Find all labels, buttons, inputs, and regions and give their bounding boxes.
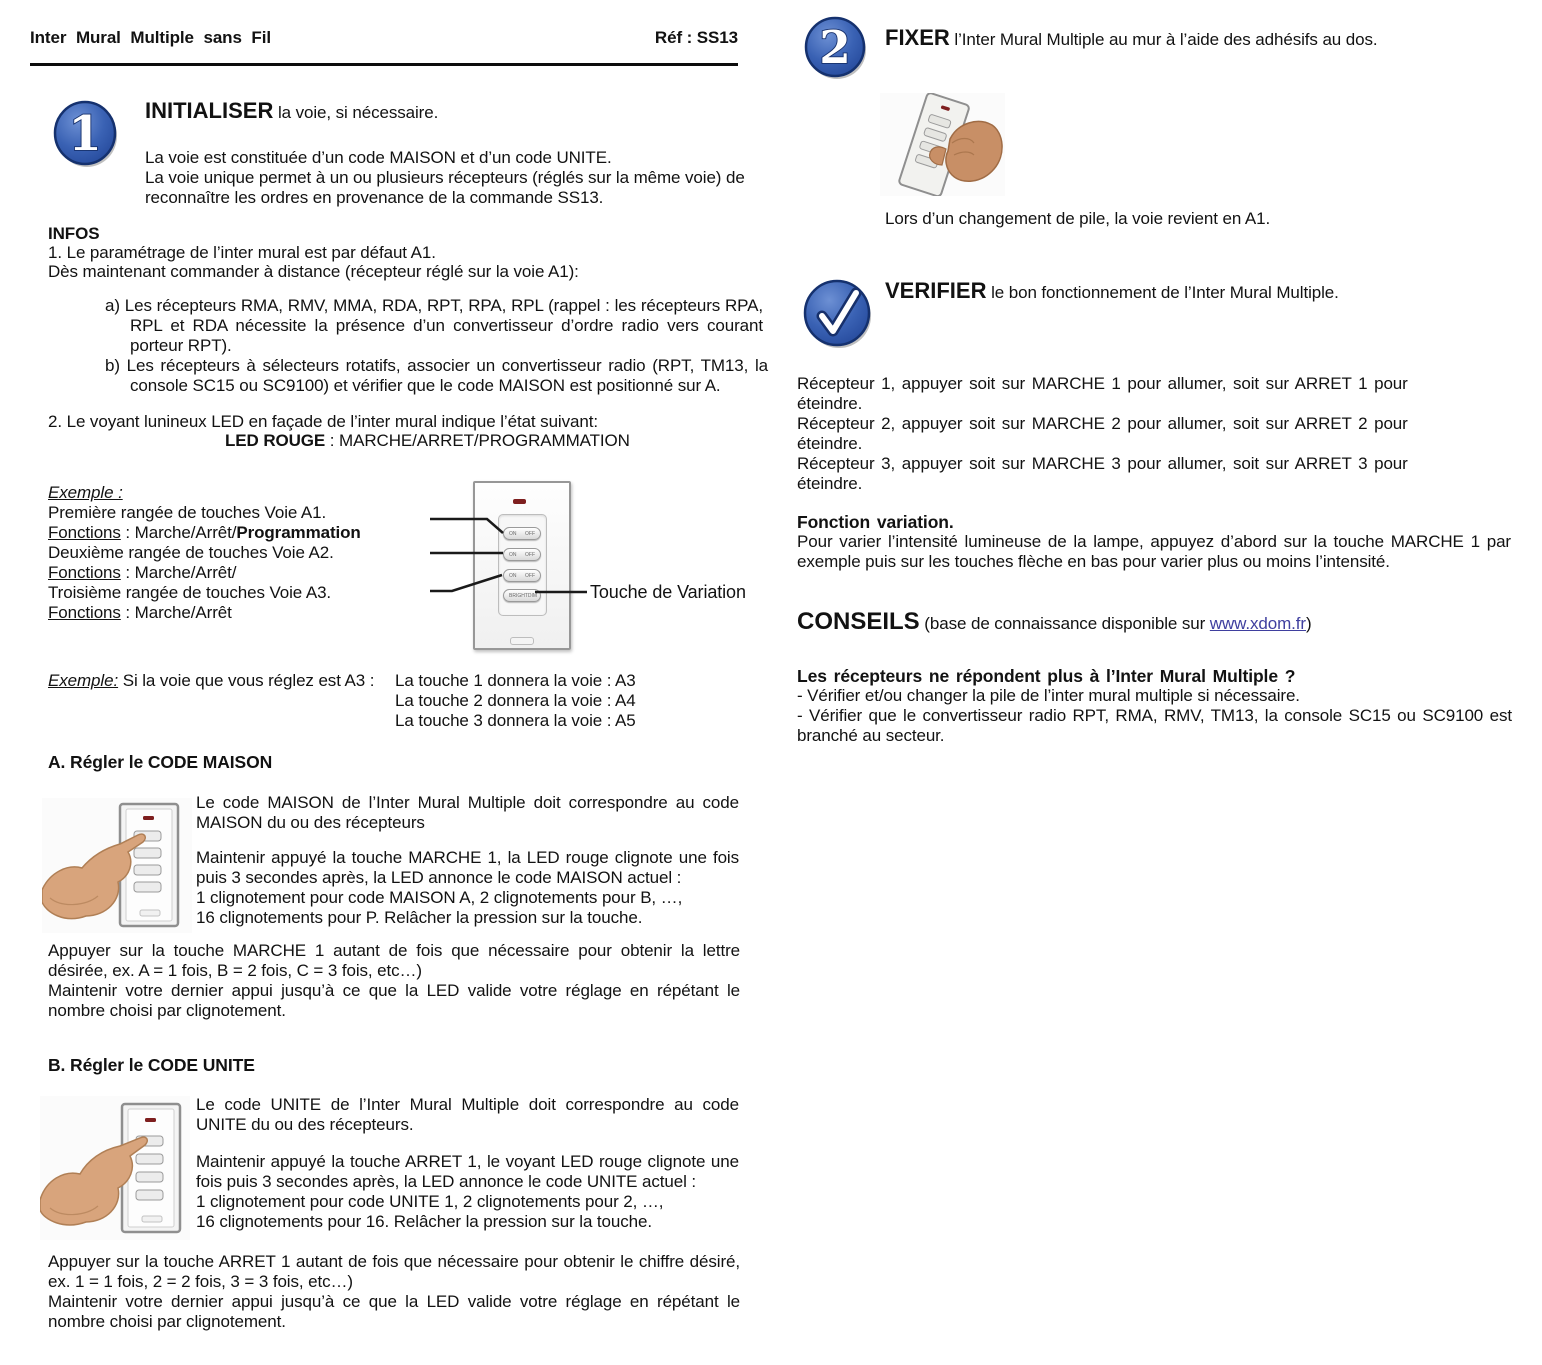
conseils-question: Les récepteurs ne répondent plus à l’Inter Mural Multiple ? bbox=[797, 666, 1296, 686]
section-b-para-1: Le code UNITE de l’Inter Mural Multiple doit correspondre au code UNITE du ou des récepteurs. bbox=[196, 1095, 739, 1134]
on-off-button-1[interactable]: ON OFF bbox=[503, 527, 541, 540]
conseils-tip-1: - Vérifier et/ou changer la pile de l’inter mural multiple si nécessaire. bbox=[797, 686, 1300, 705]
ref-label: Réf : SS13 bbox=[654, 28, 738, 47]
pile-note: Lors d’un changement de pile, la voie revient en A1. bbox=[885, 209, 1271, 228]
step-2-heading bbox=[885, 25, 1525, 50]
section-a-para-1: Le code MAISON de l’Inter Mural Multiple doit correspondre au code MAISON du ou des récepteurs bbox=[196, 793, 739, 832]
led-rouge-label: LED ROUGE bbox=[225, 431, 326, 450]
recepteur-2-line: Récepteur 2, appuyer soit sur MARCHE 2 pour allumer, soit sur ARRET 2 pour éteindre. bbox=[797, 414, 1408, 453]
xdom-link[interactable]: www.xdom.fr bbox=[1209, 614, 1306, 633]
exemple-1-row: Fonctions : Marche/Arrêt bbox=[48, 603, 232, 622]
exemple-2-block bbox=[48, 671, 740, 731]
step-2-badge bbox=[804, 15, 868, 81]
conseils-subtitle-pre: (base de connaissance disponible sur bbox=[919, 614, 1210, 633]
page-title: Inter Mural Multiple sans Fil bbox=[30, 28, 271, 47]
step-1-subtitle: la voie, si nécessaire. bbox=[277, 103, 439, 122]
step-2-subtitle: l’Inter Mural Multiple au mur à l’aide des adhésifs au dos. bbox=[954, 30, 1378, 49]
connector-lines bbox=[415, 475, 745, 655]
conseils-line bbox=[797, 608, 1312, 635]
conseils-title: CONSEILS bbox=[797, 608, 920, 635]
step-3-heading bbox=[885, 278, 1525, 303]
exemple-1-title: Exemple : bbox=[48, 483, 123, 502]
on-off-button-3[interactable]: ON OFF bbox=[503, 569, 541, 582]
recepteur-1-line: Récepteur 1, appuyer soit sur MARCHE 1 pour allumer, soit sur ARRET 1 pour éteindre. bbox=[797, 374, 1408, 413]
step-2-badge-icon bbox=[804, 15, 868, 81]
fonction-variation-heading: Fonction variation. bbox=[797, 512, 954, 532]
infos-label: INFOS bbox=[48, 224, 100, 243]
exemple-1-row: Fonctions : Marche/Arrêt/ bbox=[48, 563, 237, 582]
infos-line-1: 1. Le paramétrage de l’inter mural est par défaut A1. bbox=[48, 243, 436, 262]
step-1-badge bbox=[53, 100, 119, 169]
recepteur-3-line: Récepteur 3, appuyer soit sur MARCHE 3 pour allumer, soit sur ARRET 3 pour éteindre. bbox=[797, 454, 1408, 493]
photo-fixer bbox=[880, 93, 1005, 196]
touche-2-line: La touche 2 donnera la voie : A4 bbox=[395, 691, 636, 710]
check-icon bbox=[803, 278, 873, 350]
intro-line: reconnaître les ordres en provenance de la commande SS13. bbox=[145, 188, 604, 207]
intro-line: La voie unique permet à un ou plusieurs récepteurs (réglés sur la même voie) de bbox=[145, 168, 745, 187]
photo-press-arret bbox=[40, 1096, 190, 1240]
infos-item-b: b) Les récepteurs à sélecteurs rotatifs, associer un convertisseur radio (RPT, TM13, la console SC15 ou SC9100) et vérifier que le code MAISON est positionné sur A. bbox=[105, 356, 768, 395]
on-off-button-2[interactable]: ON OFF bbox=[503, 548, 541, 561]
exemple-2-line-1: Exemple: Si la voie que vous réglez est A3 : La touche 1 donnera la voie : A3 bbox=[48, 671, 636, 690]
photo-fixer-image bbox=[880, 93, 1005, 196]
step-2-title: FIXER bbox=[885, 25, 950, 50]
exemple-1-block bbox=[48, 483, 448, 623]
step-3-title: VERIFIER bbox=[885, 278, 987, 303]
section-b-para-2: Maintenir appuyé la touche ARRET 1, le voyant LED rouge clignote une fois puis 3 secondes après, la LED annonce le code UNITE actuel : 1 clignotement pour code UNITE 1, 2 clignotements pour 2, …, 16 clignotements pour 16. Relâcher la pression sur la touche. bbox=[196, 1152, 739, 1231]
intro-line: La voie est constituée d’un code MAISON et d’un code UNITE. bbox=[145, 148, 612, 167]
led-rouge-value: : MARCHE/ARRET/PROGRAMMATION bbox=[325, 431, 630, 450]
svg-text:1: 1 bbox=[68, 106, 102, 162]
photo-press-marche bbox=[42, 798, 192, 933]
section-a-para-2: Maintenir appuyé la touche MARCHE 1, la LED rouge clignote une fois puis 3 secondes après, la LED annonce le code MAISON actuel : 1 clignotement pour code MAISON A, 2 clignotements pour B, …, 16 clignotements pour P. Relâcher la pression sur la touche. bbox=[196, 848, 739, 927]
infos-item-a: a) Les récepteurs RMA, RMV, MMA, RDA, RPT, RPA, RPL (rappel : les récepteurs RPA, RPL et RDA nécessite la présence d’un convertisseur d’ordre radio vers courant porteur RPT). bbox=[105, 296, 763, 355]
section-a-heading: A. Régler le CODE MAISON bbox=[48, 752, 273, 772]
exemple-1-row: Fonctions : Marche/Arrêt/Programmation bbox=[48, 523, 361, 542]
conseils-subtitle-post: ) bbox=[1306, 614, 1312, 633]
photo-press-arret-image bbox=[40, 1096, 190, 1240]
exemple-1-row: Première rangée de touches Voie A1. bbox=[48, 503, 327, 522]
step-1-heading bbox=[145, 98, 439, 123]
infos-line-3: 2. Le voyant lunineux LED en façade de l’inter mural indique l’état suivant: bbox=[48, 412, 598, 431]
step-1-badge-icon bbox=[53, 100, 119, 169]
exemple-2-title: Exemple: bbox=[48, 671, 119, 690]
variation-callout: Touche de Variation bbox=[590, 582, 746, 602]
svg-text:2: 2 bbox=[819, 21, 851, 74]
touche-3-line: La touche 3 donnera la voie : A5 bbox=[395, 711, 636, 730]
verifier-badge bbox=[803, 278, 873, 350]
exemple-1-row: Troisième rangée de touches Voie A3. bbox=[48, 583, 332, 602]
photo-press-marche-image bbox=[42, 798, 192, 933]
step-3-subtitle: le bon fonctionnement de l’Inter Mural Multiple. bbox=[991, 283, 1339, 302]
header-rule bbox=[30, 63, 738, 66]
exemple-1-row: Deuxième rangée de touches Voie A2. bbox=[48, 543, 334, 562]
fonction-variation-body: Pour varier l’intensité lumineuse de la lampe, appuyez d’abord sur la touche MARCHE 1 par exemple puis sur les touches flèche en bas pour varier plus ou moins l’intensité. bbox=[797, 532, 1511, 571]
step-1-intro bbox=[145, 148, 745, 208]
infos-line-2: Dès maintenant commander à distance (récepteur réglé sur la voie A1): bbox=[48, 262, 579, 281]
conseils-tip-2: - Vérifier que le convertisseur radio RPT, RMA, RMV, TM13, la console SC15 ou SC9100 est branché au secteur. bbox=[797, 706, 1512, 745]
section-b-heading: B. Régler le CODE UNITE bbox=[48, 1055, 255, 1075]
led-status-line bbox=[225, 431, 630, 451]
section-a-para-3: Appuyer sur la touche MARCHE 1 autant de fois que nécessaire pour obtenir la lettre désirée, ex. A = 1 fois, B = 2 fois, C = 3 fois, etc…) Maintenir votre dernier appui jusqu’à ce que la LED valide votre réglage en répétant le nombre choisi par clignotement. bbox=[48, 941, 740, 1020]
touche-1-line: La touche 1 donnera la voie : A3 bbox=[395, 671, 636, 690]
section-b-para-3: Appuyer sur la touche ARRET 1 autant de fois que nécessaire pour obtenir le chiffre désiré, ex. 1 = 1 fois, 2 = 2 fois, 3 = 3 fois, etc…) Maintenir votre dernier appui jusqu’à ce que la LED valide votre réglage en répétant le nombre choisi par clignotement. bbox=[48, 1252, 740, 1331]
step-1-title: INITIALISER bbox=[145, 98, 274, 123]
bright-dim-button[interactable]: BRIGHT DIM bbox=[503, 589, 541, 602]
